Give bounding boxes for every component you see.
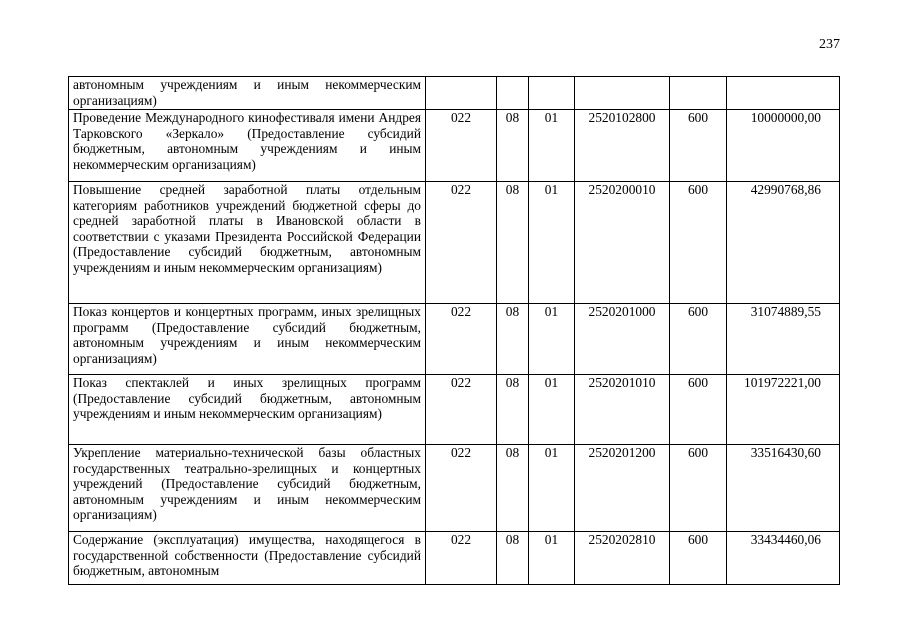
target-article-cell: 2520102800 bbox=[575, 110, 670, 182]
ministry-code-cell: 022 bbox=[426, 375, 497, 445]
amount-cell: 31074889,55 bbox=[727, 304, 840, 375]
amount-cell: 42990768,86 bbox=[727, 182, 840, 304]
subsection-code-cell bbox=[529, 77, 575, 110]
table-row bbox=[69, 375, 840, 445]
section-code-cell: 08 bbox=[497, 532, 529, 585]
subsection-code-cell: 01 bbox=[529, 182, 575, 304]
expense-type-cell: 600 bbox=[670, 445, 727, 532]
amount-cell: 33434460,06 bbox=[727, 532, 840, 585]
ministry-code-cell: 022 bbox=[426, 110, 497, 182]
row-description: Проведение Международного кинофестиваля имени Андрея Тарковского «Зеркало» (Предоставление субсидий бюджетным, автономным учреждениям и иным некоммерческим организациям) bbox=[69, 110, 426, 182]
amount-cell: 101972221,00 bbox=[727, 375, 840, 445]
row-description: Показ спектаклей и иных зрелищных программ (Предоставление субсидий бюджетным, автономным учреждениям и иным некоммерческим организациям) bbox=[69, 375, 426, 445]
row-description: Показ концертов и концертных программ, иных зрелищных программ (Предоставление субсидий бюджетным, автономным учреждениям и иным некоммерческим организациям) bbox=[69, 304, 426, 375]
subsection-code-cell: 01 bbox=[529, 304, 575, 375]
section-code-cell: 08 bbox=[497, 375, 529, 445]
section-code-cell: 08 bbox=[497, 110, 529, 182]
subsection-code-cell: 01 bbox=[529, 110, 575, 182]
row-description: Содержание (эксплуатация) имущества, находящегося в государственной собственности (Предоставление субсидий бюджетным, автономным bbox=[69, 532, 426, 585]
section-code-cell bbox=[497, 77, 529, 110]
target-article-cell: 2520201010 bbox=[575, 375, 670, 445]
expense-type-cell: 600 bbox=[670, 110, 727, 182]
row-description: Укрепление материально-технической базы областных государственных театрально-зрелищных и концертных учреждений (Предоставление субсидий бюджетным, автономным учреждениям и иным некоммерческим организациям) bbox=[69, 445, 426, 532]
target-article-cell: 2520200010 bbox=[575, 182, 670, 304]
target-article-cell: 2520201000 bbox=[575, 304, 670, 375]
expense-type-cell: 600 bbox=[670, 375, 727, 445]
expense-type-cell bbox=[670, 77, 727, 110]
table-row bbox=[69, 110, 840, 182]
subsection-code-cell: 01 bbox=[529, 375, 575, 445]
ministry-code-cell: 022 bbox=[426, 445, 497, 532]
table-row bbox=[69, 182, 840, 304]
budget-table bbox=[68, 76, 840, 585]
section-code-cell: 08 bbox=[497, 445, 529, 532]
table-row bbox=[69, 445, 840, 532]
row-description: Повышение средней заработной платы отдельным категориям работников учреждений бюджетной сферы до средней заработной платы в Ивановской области в соответствии с указами Президента Российской Федерации (Предоставление субсидий бюджетным, автономным учреждениям и иным некоммерческим организациям) bbox=[69, 182, 426, 304]
ministry-code-cell: 022 bbox=[426, 304, 497, 375]
section-code-cell: 08 bbox=[497, 182, 529, 304]
ministry-code-cell bbox=[426, 77, 497, 110]
table-row bbox=[69, 304, 840, 375]
table-row bbox=[69, 532, 840, 585]
ministry-code-cell: 022 bbox=[426, 182, 497, 304]
subsection-code-cell: 01 bbox=[529, 532, 575, 585]
expense-type-cell: 600 bbox=[670, 304, 727, 375]
amount-cell: 10000000,00 bbox=[727, 110, 840, 182]
ministry-code-cell: 022 bbox=[426, 532, 497, 585]
amount-cell bbox=[727, 77, 840, 110]
target-article-cell: 2520201200 bbox=[575, 445, 670, 532]
target-article-cell bbox=[575, 77, 670, 110]
expense-type-cell: 600 bbox=[670, 182, 727, 304]
subsection-code-cell: 01 bbox=[529, 445, 575, 532]
table-row bbox=[69, 77, 840, 110]
amount-cell: 33516430,60 bbox=[727, 445, 840, 532]
section-code-cell: 08 bbox=[497, 304, 529, 375]
page-number: 237 bbox=[819, 37, 840, 52]
expense-type-cell: 600 bbox=[670, 532, 727, 585]
target-article-cell: 2520202810 bbox=[575, 532, 670, 585]
row-description: автономным учреждениям и иным некоммерческим организациям) bbox=[69, 77, 426, 110]
